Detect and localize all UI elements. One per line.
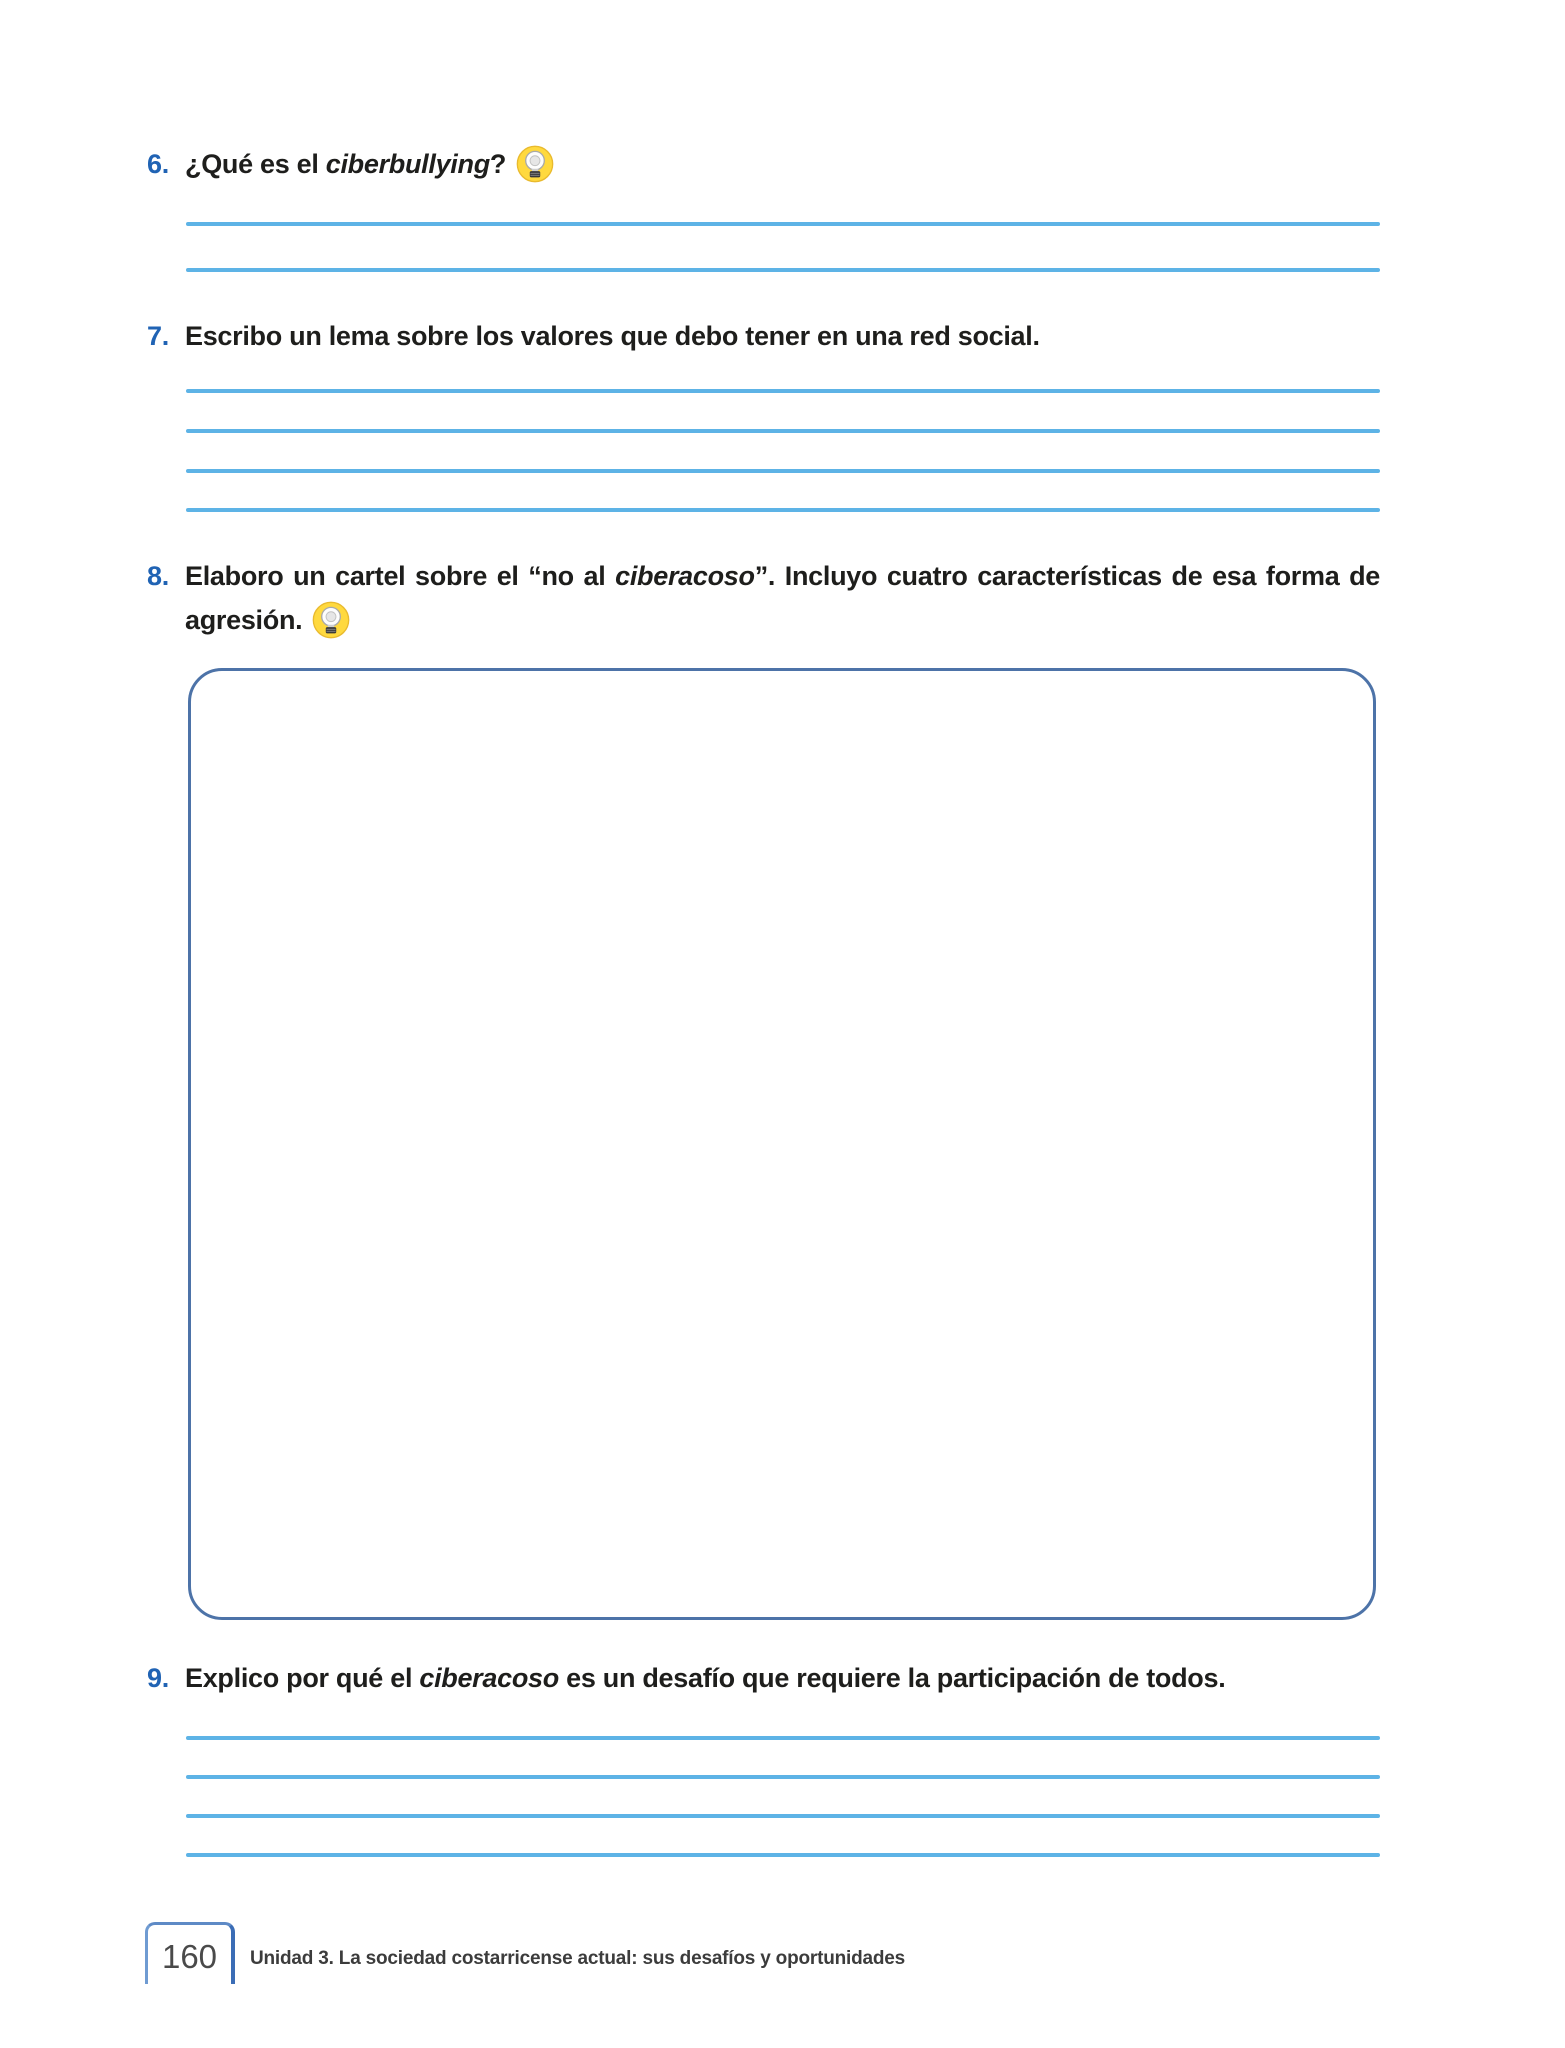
answer-line-q9-1[interactable] bbox=[186, 1736, 1380, 1740]
question-6 bbox=[147, 142, 554, 186]
answer-line-q7-3[interactable] bbox=[186, 469, 1380, 473]
lightbulb-icon[interactable] bbox=[312, 601, 350, 639]
question-9 bbox=[147, 1656, 1225, 1700]
question-7 bbox=[147, 314, 1040, 358]
question-8-text bbox=[185, 554, 1380, 642]
question-7-text: Escribo un lema sobre los valores que debo tener en una red social. bbox=[185, 321, 1040, 351]
question-6-italic-term: ciberbullying bbox=[325, 149, 490, 179]
question-9-number: 9. bbox=[147, 1663, 169, 1693]
answer-line-q7-4[interactable] bbox=[186, 508, 1380, 512]
page-number-box bbox=[145, 1922, 235, 1984]
question-8-number: 8. bbox=[147, 561, 169, 591]
lightbulb-icon[interactable] bbox=[516, 145, 554, 183]
question-8-italic-term: ciberacoso bbox=[615, 561, 755, 591]
poster-answer-box[interactable] bbox=[188, 668, 1376, 1620]
footer-unit-label: Unidad 3. La sociedad costarricense actual: sus desafíos y oportunidades bbox=[250, 1948, 906, 1969]
question-9-text-end: es un desafío que requiere la participación de todos. bbox=[558, 1663, 1226, 1693]
question-7-number: 7. bbox=[147, 321, 169, 351]
question-9-text: Explico por qué el bbox=[185, 1663, 420, 1693]
answer-line-q6-1[interactable] bbox=[186, 222, 1380, 226]
question-9-italic-term: ciberacoso bbox=[419, 1663, 559, 1693]
question-6-number: 6. bbox=[147, 149, 169, 179]
answer-line-q9-3[interactable] bbox=[186, 1814, 1380, 1818]
question-8 bbox=[147, 554, 1380, 642]
question-8-text-start: Elaboro un cartel sobre el “no al bbox=[185, 561, 616, 591]
answer-line-q9-2[interactable] bbox=[186, 1775, 1380, 1779]
answer-line-q9-4[interactable] bbox=[186, 1853, 1380, 1857]
question-6-text: ¿Qué es el bbox=[185, 149, 326, 179]
question-8-text-end: ”. Incluyo cuatro características de esa forma de agresión. bbox=[185, 561, 1380, 635]
answer-line-q7-1[interactable] bbox=[186, 389, 1380, 393]
answer-line-q7-2[interactable] bbox=[186, 429, 1380, 433]
question-6-text-end: ? bbox=[489, 149, 507, 179]
answer-line-q6-2[interactable] bbox=[186, 268, 1380, 272]
page-number: 160 bbox=[161, 1938, 218, 1975]
